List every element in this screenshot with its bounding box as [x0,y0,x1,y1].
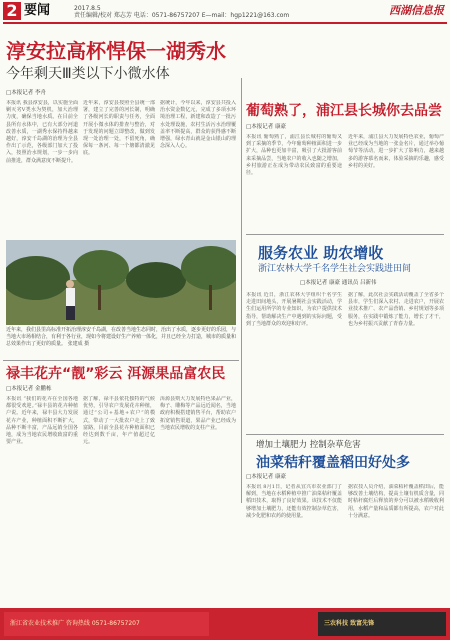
lead-photo-caption: 近年来，我们县里高标准开拓治理淳安千岛湖，在改善当地生态同时，治出了水质，逐步更好的乐园，与当地大市场相结合，有利于各行业，现如今将建设好生产养殖一体化，并且已经全力打造，城市的质量和总效果作出了更好的质量。 张建成 摄 [6,327,237,347]
story3-column-1: 本报讯 近日，浙江农林大学组织千名学生走进田间地头，开展暑期社会实践活动，学生们运用所学的专业知识，为农户提供技术指导，帮助解决生产中遇到的实际问题，受到了当地群众的欢迎和好评。 [246,292,342,327]
story-divider [3,360,239,361]
story4-headline: 禄丰花卉“靓”彩云 洱源果品富农民 [6,366,226,382]
issue-date: 2017.8.5 [74,5,101,12]
phone-line: 电话：0571-86757207 [133,12,200,19]
story5-headline: 油菜秸秆覆盖稻田好处多 [256,455,410,471]
story5-column-2: 据农技人员介绍，油菜秸秆覆盖稻田后，能够改善土壤结构，提高土壤有机质含量，同时秸秆腐烂后释放的养分可以被水稻吸收利用，水稻产量和品质都有所提高，农户对此十分满意。 [348,484,444,519]
lead-column-2: 近年来，淳安县按照全县统一部署，建立了完善的河长制，明确了各级河长的职责与任务，全面开展小微水体的排查与整治，对于发现的问题立即整改，做到发现一处治理一处，不留死角，确保每一条河、每一个塘都清澈见底。 [83,100,155,157]
editor-line: 责任编辑/校对 郑志芳 [74,12,132,19]
nursery-photo-illustration [6,240,236,325]
story4-column-3: 洱源县则大力发展特色果品产业，梅子、雕梅等产品远近闻名，当地政府积极搭建销售平台，帮助农户拓宽销售渠道，果品产业已经成为当地农民增收的支柱产业。 [160,396,236,431]
story-divider [246,434,444,435]
page-number: 2 [3,2,21,20]
story4-column-1: 本报讯 “我们的花卉在全国各地都很受欢迎。”禄丰县的花卉种植户说。近年来，禄丰县大力发展花卉产业，种植面积不断扩大，品种不断丰富，产品远销全国各地，成为当地农民增收致富的重要产业。 [6,396,78,446]
story3-column-2: 据了解，此次社会实践活动覆盖了全省多个县市，学生们深入农村、走进农户，开展农业技术推广、农产品营销、乡村规划等多项服务，在实践中锻炼了能力，增长了才干，也为乡村振兴贡献了青春力量。 [348,292,444,327]
lead-column-1: 本报讯 我县淳安县，以实施全面剿灭劣Ⅴ类水为契机，加大治理力度，确保当地水质。在目前全县所有水体中，已有大部分河道改善水质，一湖秀水保持得越来越好，淳安千岛湖的治理为全县作出了示范，各级部门加大了投入，按照治水规划，一步一步向前推进，群众满意度不断提升。 [6,100,78,164]
footer-ad-right [318,612,446,636]
story5-column-1: 本报讯 8月1日，记者从宜兴市农业部门了解到，当地在水稻种植中推广油菜秸秆覆盖稻田技术，取得了良好效果。该技术不仅能够增加土壤肥力，还能有效控制杂草危害，减少化肥和农药的使用量。 [246,484,342,519]
story3-headline: 服务农业 助农增收 [258,244,384,262]
story2-column-2: 近年来，浦江县大力发展特色农业，葡萄产业已经成为当地的一张金名片，通过举办葡萄节等活动，进一步扩大了影响力，越来越多的游客慕名而来，体验采摘的乐趣，感受乡村的美好。 [348,134,444,169]
column-divider [241,78,242,503]
footer-ad-left-text: 浙江省农业技术推广 咨询热线 0571-86757207 [10,620,140,627]
lead-column-3: 据统计，今年以来，淳安县共投入治水资金数亿元，完成了多项水环境治理工程，新建和改造了一批污水处理设施，农村生活污水治理覆盖率不断提高，群众的获得感不断增强，绿水青山就是金山银山的理念深入人心。 [160,100,236,150]
email-line: E—mail：hgp1221@163.com [201,12,290,19]
masthead-rule [3,22,447,24]
story3-subheadline: 浙江农林大学千名学生社会实践进田间 [258,264,412,274]
lead-byline: □本报记者 李舟 [6,90,46,96]
story5-subheadline: 增加土壤肥力 控制杂草危害 [256,440,361,450]
section-title: 要闻 [24,3,51,18]
story-divider [246,234,444,235]
story4-column-2: 据了解，禄丰县依托独特的气候优势，引导农户发展花卉种植，通过“公司+基地+农户”的模式，带动了一大批农户走上了致富路，目前全县花卉种植面积已经达到数千亩，年产值超过亿元。 [83,396,155,446]
lead-subheadline: 今年剩天Ⅲ类以下小微水体 [6,66,170,82]
story2-byline: □本报记者 康豪 [246,124,286,130]
story2-column-1: 本报讯 葡萄熟了，浦江县长城村的葡萄又到了采摘的季节，今年葡萄种植面积进一步扩大，品种也更加丰富，吸引了大批游客前来采摘品尝，当地农户的收入也随之增加，乡村旅游正在成为带动农民致富的重要途径。 [246,134,342,177]
lead-photo [6,240,236,325]
story4-byline: □本报记者 金鹏栋 [6,386,52,392]
story3-byline: □本报记者 康豪 通讯员 吕新伟 [300,280,377,286]
masthead [0,0,450,22]
lead-headline: 淳安拉高杯悍保一湖秀水 [6,39,226,63]
footer-ad-left [4,612,209,636]
masthead-meta [74,5,289,19]
story2-headline: 葡萄熟了，浦江县长城你去品尝 [246,103,442,119]
paper-name: 西湖信息报 [389,4,444,17]
story5-byline: □本报记者 康豪 [246,474,286,480]
footer-ad-right-text: 三农科技 致富先锋 [324,620,375,627]
